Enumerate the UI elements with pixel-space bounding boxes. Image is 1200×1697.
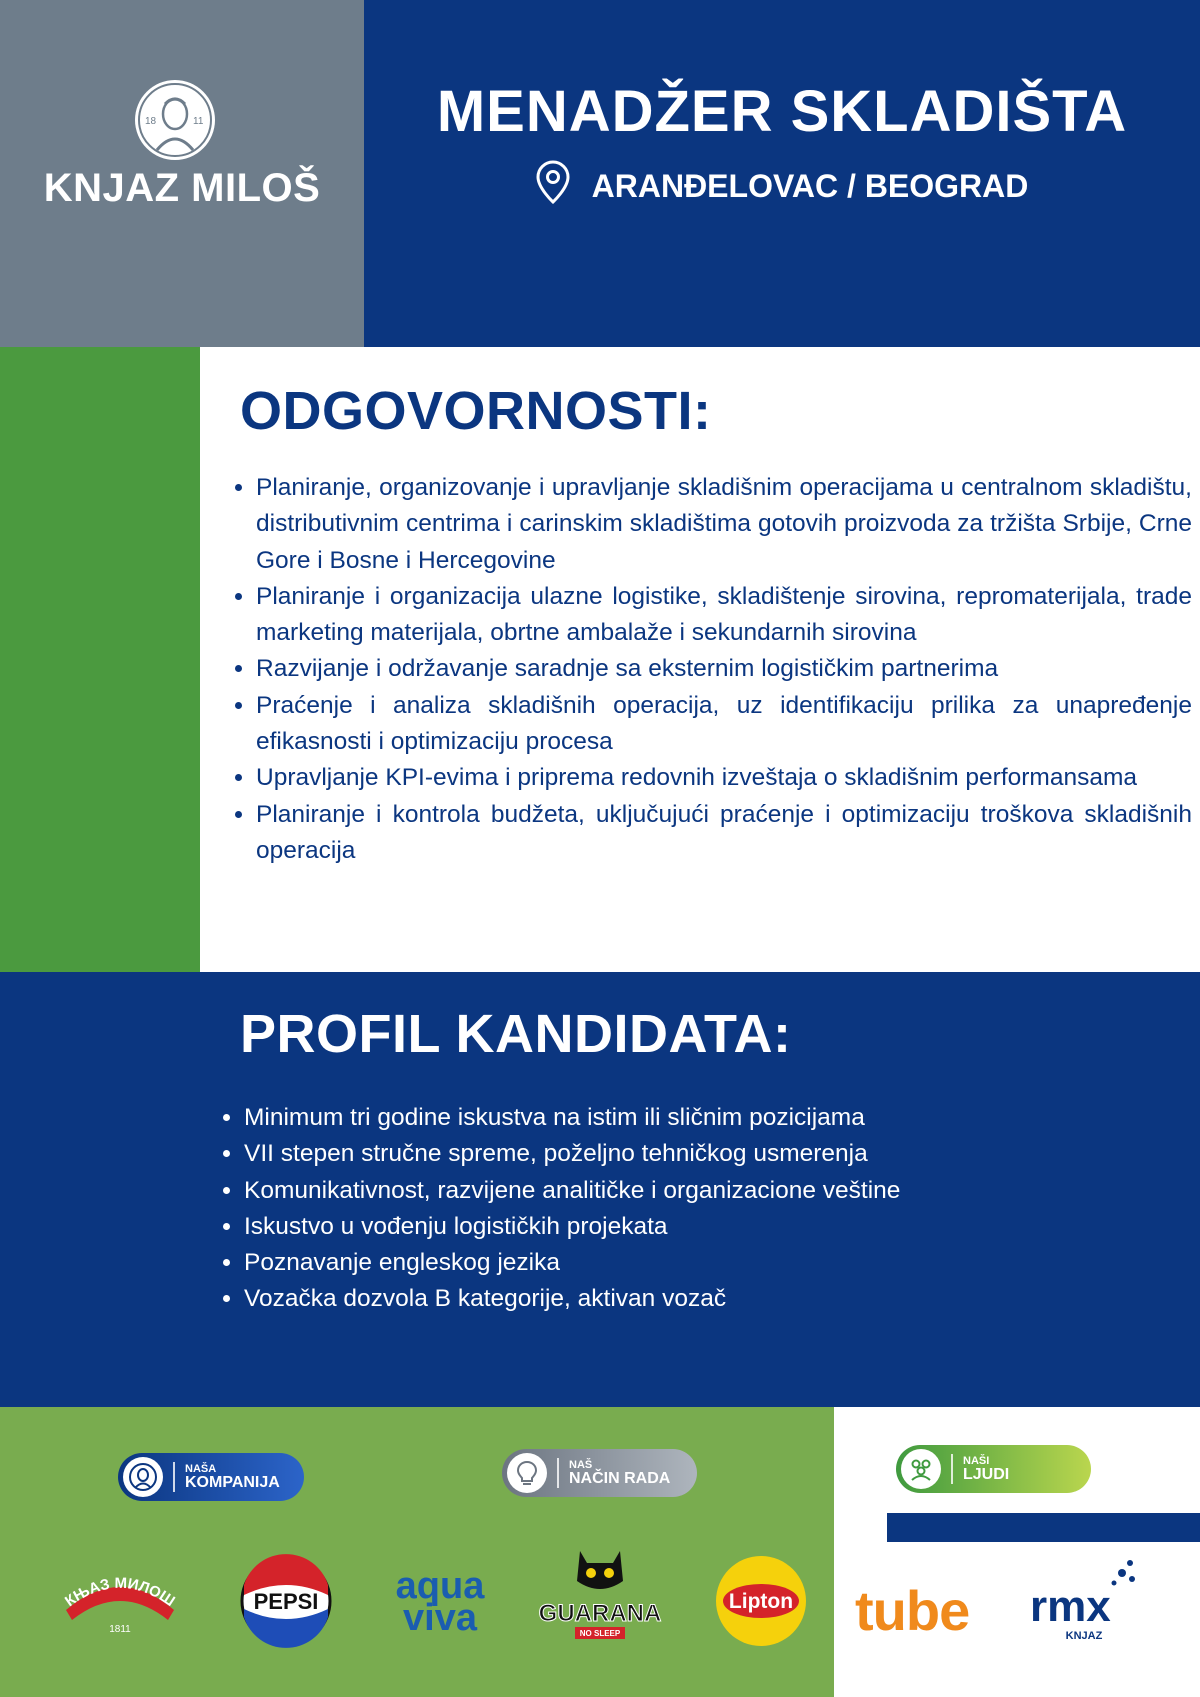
list-item: • Razvijanje i održavanje saradnje sa eksternim logističkim partnerima bbox=[256, 651, 1192, 687]
job-title: MENADŽER SKLADIŠTA bbox=[436, 79, 1128, 144]
footer-brands-panel bbox=[0, 1407, 834, 1697]
rmx-logo bbox=[1030, 1555, 1140, 1645]
our-company-button[interactable] bbox=[118, 1453, 304, 1501]
footer-navy-stripe bbox=[887, 1513, 1200, 1542]
location-text: ARANĐELOVAC / BEOGRAD bbox=[591, 167, 1029, 204]
job-location bbox=[364, 160, 1200, 212]
list-item: • Komunikativnost, razvijene analitičke i organizacione veštine bbox=[244, 1173, 1144, 1209]
responsibilities-list bbox=[234, 470, 1192, 869]
list-item: • VII stepen stručne spreme, poželjno tehničkog usmerenja bbox=[244, 1136, 1144, 1172]
pill-label: NAČIN RADA bbox=[569, 1469, 671, 1487]
knjaz-brand-year: 1811 bbox=[109, 1624, 131, 1635]
guarana-text: GUARANA bbox=[538, 1600, 662, 1627]
viva-text: viva bbox=[403, 1597, 477, 1640]
profile-heading: PROFIL KANDIDATA: bbox=[240, 1004, 792, 1064]
guarana-sub-text: NO SLEEP bbox=[579, 1629, 621, 1638]
list-item: • Iskustvo u vođenju logističkih projekata bbox=[244, 1209, 1144, 1245]
our-people-button[interactable] bbox=[896, 1445, 1091, 1493]
pill-small-label: NAŠ bbox=[569, 1458, 593, 1471]
tube-logo: tube bbox=[855, 1579, 970, 1642]
company-medallion-icon bbox=[123, 1457, 163, 1497]
medallion-right-number: 11 bbox=[193, 116, 204, 127]
location-pin-icon bbox=[536, 160, 570, 212]
list-item: • Poznavanje engleskog jezika bbox=[244, 1245, 1144, 1281]
company-logo-text: KNJAZ MILOŠ bbox=[43, 166, 321, 210]
knjaz-brand-text: КЊАЗ МИЛОШ bbox=[61, 1574, 178, 1611]
lipton-text: Lipton bbox=[728, 1590, 794, 1613]
list-item: • Minimum tri godine iskustva na istim ili sličnim pozicijama bbox=[244, 1100, 1144, 1136]
pill-small-label: NAŠA bbox=[185, 1462, 217, 1475]
aqua-text: aqua bbox=[395, 1565, 485, 1607]
list-item: • Planiranje i kontrola budžeta, uključujući praćenje i optimizaciju troškova skladišnih operacija bbox=[256, 797, 1192, 870]
responsibilities-heading: ODGOVORNOSTI: bbox=[240, 381, 712, 441]
list-item: • Vozačka dozvola B kategorije, aktivan vozač bbox=[244, 1281, 1144, 1317]
green-accent-bar bbox=[0, 347, 200, 972]
profile-list bbox=[222, 1100, 1144, 1318]
list-item: • Praćenje i analiza skladišnih operacija, uz identifikaciju prilika za unapređenje efikasnosti i optimizaciju procesa bbox=[256, 688, 1192, 761]
pill-label: LJUDI bbox=[963, 1465, 1010, 1483]
knjaz-milos-brand-logo bbox=[60, 1560, 180, 1640]
pill-small-label: NAŠI bbox=[963, 1454, 990, 1467]
rmx-sub-text: KNJAZ bbox=[1065, 1630, 1103, 1642]
medallion-left-number: 18 bbox=[145, 116, 157, 127]
list-item: • Planiranje, organizovanje i upravljanje skladišnim operacijama u centralnom skladištu, distributivnim centrima i carinskim skladištima gotovih proizvoda za tržišta Srbije, Crne Gore i Bosne i Hercegovine bbox=[256, 470, 1192, 579]
guarana-logo bbox=[538, 1545, 662, 1645]
pepsi-text: PEPSI bbox=[253, 1589, 319, 1614]
pill-label: KOMPANIJA bbox=[185, 1473, 280, 1491]
people-icon bbox=[901, 1449, 941, 1489]
our-way-of-work-button[interactable] bbox=[502, 1449, 697, 1497]
lipton-logo bbox=[715, 1555, 807, 1647]
list-item: • Planiranje i organizacija ulazne logistike, skladištenje sirovina, repromaterijala, trade marketing materijala, obrtne ambalaže i sekundarnih sirovina bbox=[256, 579, 1192, 652]
knjaz-milos-medallion-icon bbox=[135, 80, 215, 160]
rmx-text: rmx bbox=[1030, 1582, 1111, 1631]
aqua-viva-logo bbox=[385, 1565, 495, 1640]
pepsi-logo bbox=[240, 1555, 332, 1647]
list-item: • Upravljanje KPI-evima i priprema redovnih izveštaja o skladišnim performansama bbox=[256, 760, 1192, 796]
lightbulb-icon bbox=[507, 1453, 547, 1493]
